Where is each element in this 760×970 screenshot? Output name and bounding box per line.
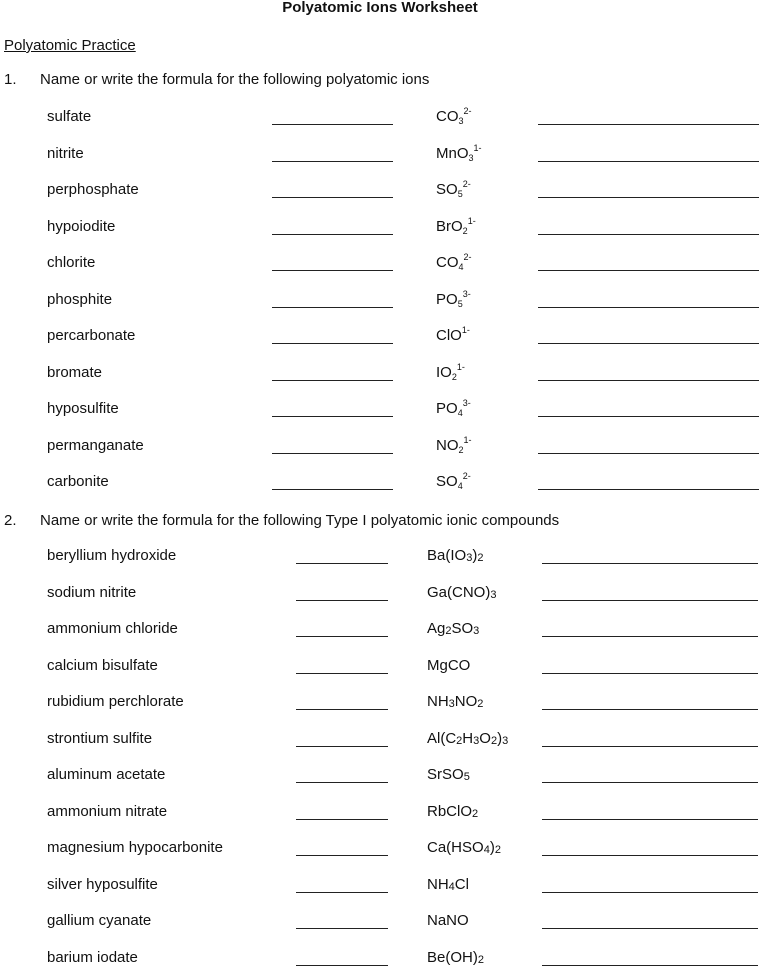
question-text: Name or write the formula for the following Type I polyatomic ionic compounds [40, 512, 560, 529]
formula-part: 3 [448, 698, 455, 710]
answer-blank[interactable] [542, 746, 758, 747]
chemical-formula [436, 473, 471, 490]
chemical-formula [427, 803, 478, 820]
answer-blank[interactable] [538, 161, 759, 162]
compound-name: beryllium hydroxide [47, 547, 177, 564]
answer-blank[interactable] [538, 380, 759, 381]
compound-name: permanganate [47, 436, 144, 454]
compound-name: rubidium perchlorate [47, 693, 184, 710]
answer-blank[interactable] [296, 636, 388, 637]
formula-part: CO [436, 108, 459, 125]
worksheet-row [0, 839, 760, 859]
compound-name: aluminum acetate [47, 766, 166, 783]
formula-part: 3 [490, 588, 497, 601]
question-2 [4, 512, 559, 529]
question-text: Name or write the formula for the following polyatomic ions [40, 71, 430, 88]
compound-name: strontium sulfite [47, 729, 153, 747]
chemical-formula [436, 108, 472, 125]
formula-part: 2 [490, 734, 498, 747]
answer-blank[interactable] [272, 197, 393, 198]
worksheet-row [0, 361, 760, 384]
compound-name: hypoiodite [47, 217, 116, 235]
formula-part: 2 [477, 552, 484, 564]
chemical-formula [436, 434, 472, 455]
compound-name: bromate [47, 363, 103, 381]
worksheet-row [0, 288, 760, 311]
formula-part: 3 [468, 152, 474, 163]
answer-blank[interactable] [538, 343, 759, 344]
answer-blank[interactable] [542, 782, 758, 783]
formula-part: SO [436, 181, 458, 198]
compound-name: carbonite [47, 473, 109, 490]
formula-part: 2 [472, 807, 479, 820]
chemical-formula [427, 839, 501, 856]
chemical-formula [427, 693, 483, 710]
formula-part: ) [489, 839, 495, 856]
worksheet-row [0, 215, 760, 238]
question-number: 2. [4, 512, 17, 529]
answer-blank[interactable] [296, 600, 388, 601]
compound-name: chlorite [47, 254, 96, 271]
compound-name: ammonium chloride [47, 620, 178, 637]
chemical-formula [427, 547, 483, 564]
compound-name: calcium bisulfate [47, 656, 158, 674]
answer-blank[interactable] [272, 270, 393, 271]
formula-part: 3 [473, 625, 480, 637]
answer-blank[interactable] [272, 234, 393, 235]
section-heading: Polyatomic Practice [4, 37, 136, 54]
answer-blank[interactable] [538, 124, 759, 125]
answer-blank[interactable] [296, 928, 388, 929]
formula-part: Ga(CNO) [427, 583, 491, 601]
worksheet-row [0, 803, 760, 823]
compound-name: silver hyposulfite [47, 875, 158, 893]
chemical-formula [436, 142, 482, 163]
worksheet-row [0, 142, 760, 165]
worksheet-row [0, 584, 760, 604]
formula-part: SO [436, 473, 458, 490]
chemical-formula [427, 730, 508, 747]
formula-part: Ca(HSO [427, 839, 484, 856]
question-number: 1. [4, 71, 17, 88]
formula-part: 1- [463, 434, 472, 445]
formula-part: 5 [457, 189, 463, 199]
chemical-formula [427, 949, 484, 966]
question-1 [4, 71, 429, 88]
answer-blank[interactable] [542, 636, 758, 637]
formula-part: 4 [457, 481, 463, 491]
answer-blank[interactable] [542, 563, 758, 564]
compound-name: sulfate [47, 108, 92, 125]
answer-blank[interactable] [296, 746, 388, 747]
formula-part: 4 [458, 262, 464, 272]
compound-name: barium iodate [47, 948, 138, 966]
compound-name: sodium nitrite [47, 583, 137, 601]
answer-blank[interactable] [542, 965, 758, 966]
answer-blank[interactable] [542, 855, 758, 856]
formula-part: NO [454, 693, 478, 710]
answer-blank[interactable] [272, 453, 393, 454]
formula-part: 2 [458, 444, 464, 455]
formula-part: 3 [473, 734, 480, 747]
answer-blank[interactable] [538, 197, 759, 198]
formula-part: 3- [462, 398, 471, 408]
answer-blank[interactable] [542, 928, 758, 929]
formula-part: 1- [473, 142, 482, 153]
answer-blank[interactable] [272, 489, 393, 490]
formula-part: Cl [454, 875, 469, 893]
formula-part: ClO [436, 327, 462, 344]
chemical-formula [436, 254, 472, 271]
formula-part: NH [427, 693, 449, 710]
formula-part: BrO [436, 217, 463, 235]
worksheet-row [0, 766, 760, 786]
chemical-formula [427, 766, 470, 783]
formula-part: CO [436, 254, 459, 271]
formula-part: 4 [457, 408, 463, 418]
compound-name: perphosphate [47, 181, 139, 198]
worksheet-row [0, 400, 760, 420]
worksheet-row [0, 254, 760, 274]
compound-name: hyposulfite [47, 400, 119, 417]
worksheet-title: Polyatomic Ions Worksheet [282, 0, 478, 16]
compound-name: percarbonate [47, 327, 136, 344]
answer-blank[interactable] [542, 892, 758, 893]
formula-part: NaNO [427, 912, 469, 929]
worksheet-row [0, 876, 760, 896]
worksheet-row [0, 327, 760, 347]
worksheet-row [0, 657, 760, 677]
formula-part: 1- [461, 325, 470, 335]
formula-part: 2- [463, 252, 472, 262]
formula-part: RbClO [427, 802, 473, 820]
formula-part: 3 [466, 552, 473, 564]
worksheet-row [0, 434, 760, 457]
chemical-formula [427, 584, 496, 601]
formula-part: SrSO [427, 766, 464, 783]
formula-part: 4 [483, 844, 490, 856]
answer-blank[interactable] [538, 453, 759, 454]
formula-part: H [462, 729, 474, 747]
formula-part: Ag [427, 620, 446, 637]
answer-blank[interactable] [272, 343, 393, 344]
compound-name: gallium cyanate [47, 912, 152, 929]
formula-part: 2- [462, 179, 471, 189]
formula-part: 2 [451, 371, 457, 382]
formula-part: 4 [448, 880, 455, 893]
formula-part: Ba(IO [427, 547, 467, 564]
formula-part: IO [436, 363, 452, 381]
answer-blank[interactable] [272, 380, 393, 381]
answer-blank[interactable] [538, 416, 759, 417]
formula-part: NO [436, 436, 459, 454]
chemical-formula [427, 620, 479, 637]
chemical-formula [436, 361, 465, 382]
formula-part: PO [436, 400, 458, 417]
answer-blank[interactable] [538, 307, 759, 308]
answer-blank[interactable] [296, 563, 388, 564]
formula-part: Be(OH) [427, 948, 478, 966]
answer-blank[interactable] [296, 892, 388, 893]
worksheet-row [0, 547, 760, 567]
chemical-formula [427, 912, 469, 929]
worksheet-row [0, 473, 760, 493]
formula-part: 2 [477, 698, 484, 710]
chemical-formula [436, 181, 471, 198]
chemical-formula [427, 657, 470, 674]
answer-blank[interactable] [272, 124, 393, 125]
answer-blank[interactable] [538, 270, 759, 271]
formula-part: 2- [463, 106, 472, 116]
worksheet-row [0, 730, 760, 750]
answer-blank[interactable] [296, 782, 388, 783]
answer-blank[interactable] [296, 673, 388, 674]
worksheet-row [0, 620, 760, 640]
formula-part: NH [427, 875, 449, 893]
formula-part: 2 [494, 844, 501, 856]
formula-part: 2- [462, 471, 471, 481]
formula-part: 3 [458, 116, 464, 126]
formula-part: 3- [462, 288, 471, 299]
compound-name: phosphite [47, 290, 113, 308]
formula-part: Al(C [427, 729, 457, 747]
chemical-formula [436, 327, 470, 344]
worksheet-row [0, 108, 760, 128]
compound-name: magnesium hypocarbonite [47, 839, 223, 856]
answer-blank[interactable] [272, 307, 393, 308]
formula-part: SO [451, 620, 474, 637]
formula-part: 2 [477, 953, 484, 966]
answer-blank[interactable] [296, 709, 388, 710]
compound-name: ammonium nitrate [47, 802, 168, 820]
formula-part: 1- [456, 361, 465, 372]
formula-part: 5 [457, 298, 463, 309]
chemical-formula [436, 288, 471, 309]
worksheet-row [0, 949, 760, 969]
formula-part: ) [472, 547, 478, 564]
formula-part: 2 [456, 734, 463, 747]
answer-blank[interactable] [296, 965, 388, 966]
worksheet-row [0, 693, 760, 713]
formula-part: O [479, 729, 491, 747]
answer-blank[interactable] [272, 416, 393, 417]
formula-part: 1- [467, 215, 476, 226]
formula-part: MgCO [427, 656, 471, 674]
formula-part: PO [436, 290, 458, 308]
compound-name: nitrite [47, 144, 84, 162]
answer-blank[interactable] [542, 709, 758, 710]
answer-blank[interactable] [538, 489, 759, 490]
formula-part: MnO [436, 144, 469, 162]
worksheet-row [0, 912, 760, 932]
answer-blank[interactable] [538, 234, 759, 235]
chemical-formula [436, 400, 471, 417]
formula-part: 3 [502, 734, 509, 747]
answer-blank[interactable] [542, 819, 758, 820]
answer-blank[interactable] [296, 855, 388, 856]
answer-blank[interactable] [272, 161, 393, 162]
formula-part: 2 [462, 225, 468, 236]
chemical-formula [427, 876, 469, 893]
answer-blank[interactable] [542, 673, 758, 674]
worksheet-row [0, 181, 760, 201]
answer-blank[interactable] [296, 819, 388, 820]
formula-part: 5 [463, 771, 470, 783]
formula-part: 2 [445, 625, 452, 637]
chemical-formula [436, 215, 476, 236]
answer-blank[interactable] [542, 600, 758, 601]
formula-part: ) [497, 729, 503, 747]
